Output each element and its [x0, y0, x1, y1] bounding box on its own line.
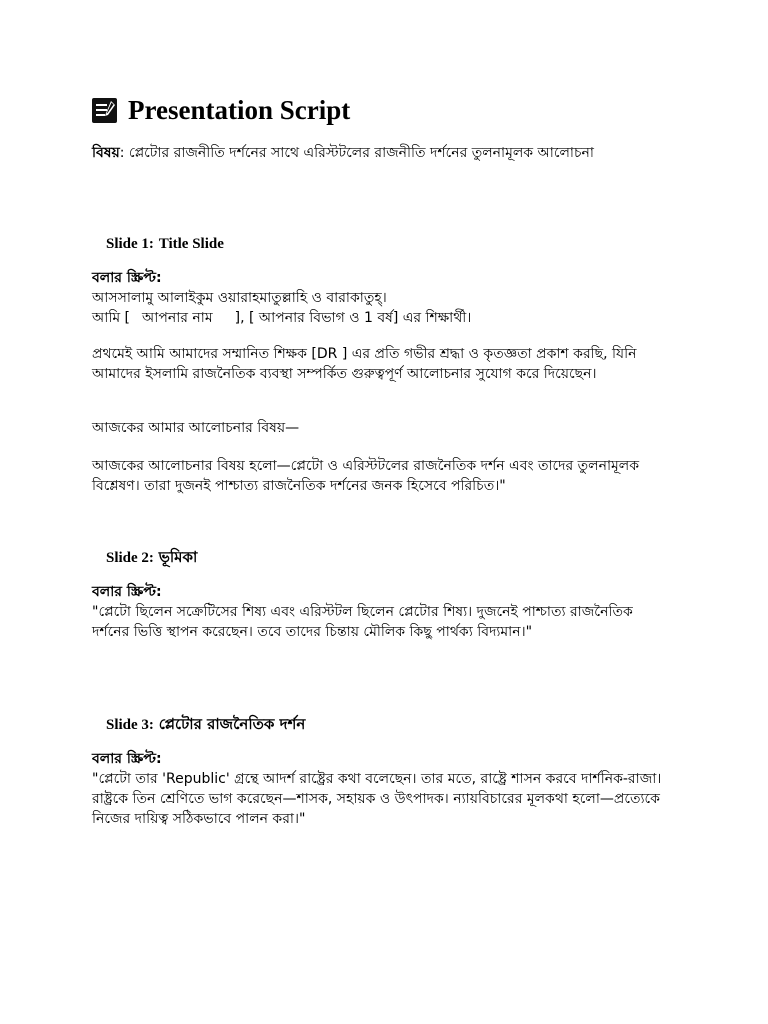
slide-3-text: "প্লেটো তার 'Republic' গ্রন্থে আদর্শ রাষ্ট্রের কথা বলেছেন। তার মতে, রাষ্ট্রে শাসন করবে দার্শনিক-রাজা। রাষ্ট্রকে তিন শ্রেণিতে ভাগ করেছেন—শাসক, সহায়ক ও উৎপাদক। ন্যায়বিচারের মূলকথা হলো—প্রত্যেকে নিজের দায়িত্ব সঠিকভাবে পালন করা।" [92, 771, 662, 827]
subject-text: : প্লেটোর রাজনীতি দর্শনের সাথে এরিস্টটলের রাজনীতি দর্শনের তুলনামূলক আলোচনা [119, 145, 594, 161]
slide-1-para1: প্রথমেই আমি আমাদের সম্মানিত শিক্ষক [DR ] এর প্রতি গভীর শ্রদ্ধা ও কৃতজ্ঞতা প্রকাশ করছি, যিনি আমাদের ইসলামি রাজনৈতিক ব্যবস্থা সম্পর্কিত গুরুত্বপূর্ণ আলোচনার সুযোগ করে দিয়েছেন। [92, 346, 637, 382]
slide-1-number: Slide 1: [106, 236, 154, 252]
slide-1-script-label: বলার স্ক্রিপ্ট [92, 270, 157, 286]
memo-icon [91, 97, 118, 124]
slide-2-heading [106, 547, 197, 568]
slide-2-text: "প্লেটো ছিলেন সক্রেটিসের শিষ্য এবং এরিস্টটল ছিলেন প্লেটোর শিষ্য। দুজনেই পাশ্চাত্য রাজনৈতিক দর্শনের ভিত্তি স্থাপন করেছেন। তবে তাদের চিন্তায় মৌলিক কিছু পার্থক্য বিদ্যমান।" [92, 604, 633, 640]
slide-1-para2: আজকের আমার আলোচনার বিষয়— [92, 420, 300, 436]
subject-label: বিষয় [92, 145, 120, 161]
slide-3-script-label: বলার স্ক্রিপ্ট [92, 751, 157, 767]
slide-3-heading [106, 714, 305, 735]
slide-3-name: প্লেটোর রাজনৈতিক দর্শন [158, 715, 306, 733]
slide-2-script: বলার স্ক্রিপ্ট: "প্লেটো ছিলেন সক্রেটিসের শিষ্য এবং এরিস্টটল ছিলেন প্লেটোর শিষ্য। দুজনেই পাশ্চাত্য রাজনৈতিক দর্শনের ভিত্তি স্থাপন করেছেন। তবে তাদের চিন্তায় মৌলিক কিছু পার্থক্য বিদ্যমান।" [92, 582, 672, 642]
slide-1-heading [106, 233, 224, 254]
page-title: Presentation Script [128, 95, 351, 125]
name-placeholder: আপনার নাম [142, 310, 213, 326]
slide-1-greeting: আসসালামু আলাইকুম ওয়ারাহমাতুল্লাহি ও বারাকাতুহ্। [92, 290, 387, 306]
slide-1-script: বলার স্ক্রিপ্ট: আসসালামু আলাইকুম ওয়ারাহমাতুল্লাহি ও বারাকাতুহ্। আমি [ আপনার নাম ], [ আপনার বিভাগ ও 1 বর্ষ] এর শিক্ষার্থী। [92, 268, 672, 328]
subject-line [92, 143, 672, 163]
slide-1-intro: আমি [ আপনার নাম ], [ আপনার বিভাগ ও 1 বর্ষ] এর শিক্ষার্থী। [92, 310, 472, 326]
title-row [91, 92, 350, 128]
slide-1-name: Title Slide [158, 236, 224, 252]
slide-2-script-label: বলার স্ক্রিপ্ট [92, 584, 157, 600]
slide-1-para3: আজকের আলোচনার বিষয় হলো—প্লেটো ও এরিস্টটলের রাজনৈতিক দর্শন এবং তাদের তুলনামূলক বিশ্লেষণ। তারা দুজনই পাশ্চাত্য রাজনৈতিক দর্শনের জনক হিসেবে পরিচিত।" [92, 458, 640, 494]
slide-2-number: Slide 2: [106, 550, 154, 566]
slide-3-number: Slide 3: [106, 717, 154, 733]
slide-3-script: বলার স্ক্রিপ্ট: "প্লেটো তার 'Republic' গ্রন্থে আদর্শ রাষ্ট্রের কথা বলেছেন। তার মতে, রাষ্ট্রে শাসন করবে দার্শনিক-রাজা। রাষ্ট্রকে তিন শ্রেণিতে ভাগ করেছেন—শাসক, সহায়ক ও উৎপাদক। ন্যায়বিচারের মূলকথা হলো—প্রত্যেকে নিজের দায়িত্ব সঠিকভাবে পালন করা।" [92, 749, 672, 829]
slide-2-name: ভূমিকা [158, 548, 198, 566]
